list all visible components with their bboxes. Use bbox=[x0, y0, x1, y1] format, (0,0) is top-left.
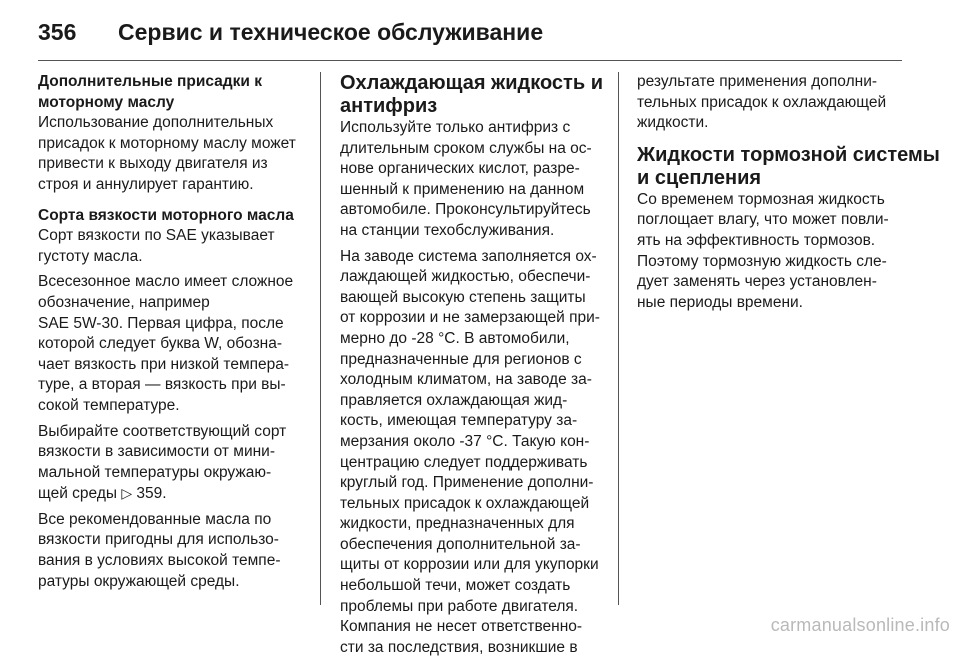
additives-heading: Дополнительные присадки к моторному маслу bbox=[38, 73, 262, 111]
viscosity-paragraph-2: Всесезонное масло имеет сложное обозначение, например SAE 5W-30. Первая цифра, после которой следует буква W, обозна- чает вязкость при низкой темпера- туре, а вторая — вязкость при вы- сокой температуре. bbox=[38, 273, 294, 414]
additives-paragraph: Использование дополнительных присадок к моторному маслу может привести к выходу двигателя из строя и аннулирует гарантию. bbox=[38, 114, 296, 193]
column-1 bbox=[38, 72, 304, 592]
brake-fluid-heading: Жидкости тормозной системы и сцепления bbox=[637, 143, 940, 189]
watermark: carmanualsonline.info bbox=[770, 615, 950, 635]
viscosity-paragraph-1: Сорт вязкости по SAE указывает густоту масла. bbox=[38, 227, 275, 265]
viscosity-paragraph-3: Выбирайте соответствующий сорт вязкости в зависимости от мини- мальной температуры окружаю- щей среды ▷ 359. bbox=[38, 422, 287, 503]
page-number: 356 bbox=[38, 18, 77, 45]
coolant-continuation: результате применения дополни- тельных присадок к охлаждающей жидкости. bbox=[637, 73, 887, 132]
column-divider-2 bbox=[618, 72, 619, 605]
page-reference-arrow-icon: ▷ bbox=[121, 485, 133, 502]
page-header bbox=[38, 12, 902, 52]
column-2 bbox=[340, 72, 604, 658]
coolant-paragraph-1: Используйте только антифриз с длительным сроком службы на ос- нове органических кислот, разре- шенный к применению на данном автомобиле. Проконсультируйтесь на станции техобслуживания. bbox=[340, 119, 592, 239]
brake-fluid-paragraph: Со временем тормозная жидкость поглощает влагу, что может повли- ять на эффективность тормозов. Поэтому тормозную жидкость сле- дует заменять через установлен- ные периоды времени. bbox=[637, 190, 889, 311]
page-reference-link[interactable]: 359. bbox=[136, 485, 167, 503]
viscosity-paragraph-4: Все рекомендованные масла по вязкости пригодны для использо- вания в условиях высокой темпе- ратуры окружающей среды. bbox=[38, 510, 281, 590]
coolant-paragraph-2: На заводе система заполняется ох- лаждающей жидкостью, обеспечи- вающей высокую степень защиты от коррозии и не замерзающей при- мерно до -28 °C. В автомобили, предназначенные для регионов с холодным климатом, на заводе за- правляется охлаждающая жид- кость, имеющая температуру за- мерзания около -37 °C. Такую кон- центрацию следует поддерживать круглый год. Применение дополни- тельных присадок к охлаждающей жидкости, предназначенных для обеспечения дополнительной за- щиты от коррозии или для укупорки небольшой течи, может создать проблемы при работе двигателя. Компания не несет ответственно- сти за последствия, возникшие в bbox=[340, 247, 600, 656]
coolant-heading: Охлаждающая жидкость и антифриз bbox=[340, 72, 603, 117]
page-title: Сервис и техническое обслуживание bbox=[118, 18, 544, 45]
column-divider-1 bbox=[320, 72, 321, 605]
column-3 bbox=[637, 72, 940, 313]
viscosity-heading: Сорта вязкости моторного масла bbox=[38, 206, 294, 224]
header-divider bbox=[38, 60, 902, 61]
